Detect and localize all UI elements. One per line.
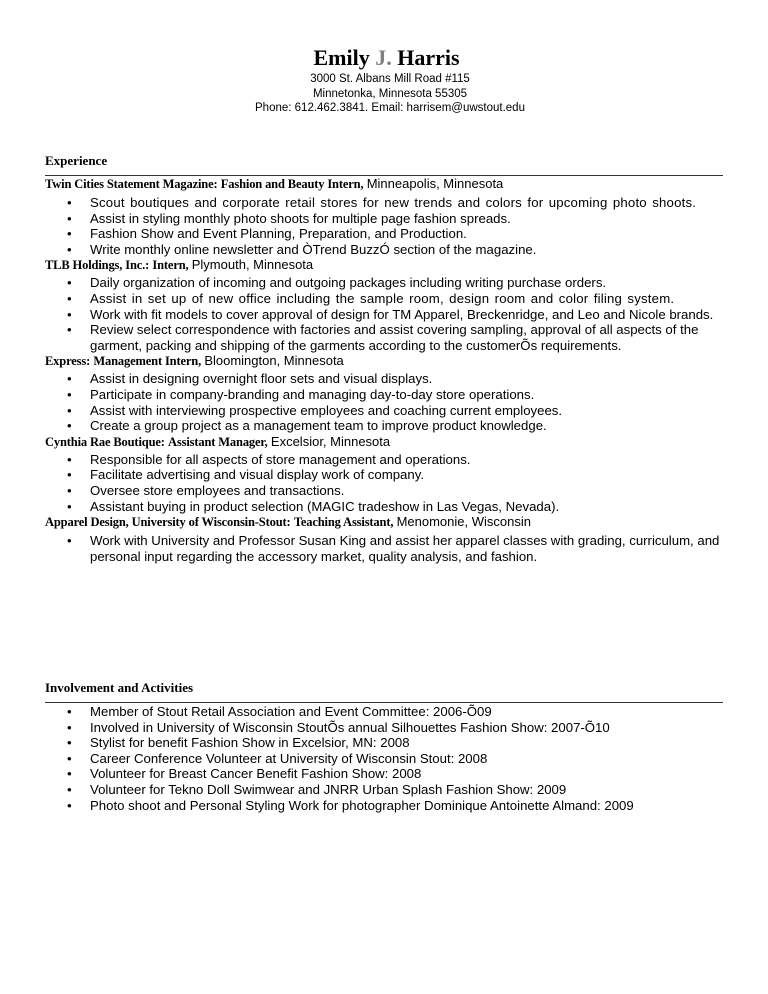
first-name: Emily [313, 45, 370, 70]
job-organization: Express: [45, 354, 91, 369]
list-item [45, 275, 723, 291]
bullet-icon: • [67, 322, 72, 338]
job-entry [45, 176, 723, 257]
bullet-icon: • [67, 402, 72, 418]
list-item [45, 322, 723, 353]
job-location: Plymouth, Minnesota [191, 257, 314, 273]
bullet-icon: • [67, 735, 72, 751]
address-line-1: 3000 St. Albans Mill Road #115 [310, 73, 470, 85]
list-item [45, 387, 723, 403]
bullet-text: Participate in company-branding and managing day-to-day store operations. [90, 386, 535, 402]
job-entry [45, 353, 723, 433]
list-item [45, 307, 723, 323]
bullet-icon: • [67, 766, 72, 782]
list-item [45, 766, 723, 782]
bullet-text: Involved in University of Wisconsin StoutÕs annual Silhouettes Fashion Show: 2007-Õ10 [90, 719, 610, 735]
list-item [45, 211, 723, 227]
section-divider [45, 702, 723, 703]
list-item [45, 452, 723, 468]
bullet-text: Assist in set up of new office including the sample room, design room and color filing system. [90, 290, 675, 306]
job-entry [45, 514, 723, 564]
bullet-icon: • [67, 750, 72, 766]
job-heading [45, 514, 723, 530]
list-item [45, 533, 723, 564]
job-bullets [45, 275, 723, 353]
bullet-icon: • [67, 781, 72, 797]
list-item [45, 291, 723, 307]
bullet-icon: • [67, 719, 72, 735]
job-role: Management Intern, [93, 354, 202, 369]
bullet-text: Daily organization of incoming and outgoing packages including writing purchase orders. [90, 275, 607, 291]
job-heading [45, 257, 723, 273]
job-bullets [45, 452, 723, 514]
last-name: Harris [397, 45, 460, 70]
job-entry [45, 257, 723, 353]
bullet-icon: • [67, 467, 72, 483]
list-item [45, 467, 723, 483]
bullet-text: Assistant buying in product selection (MAGIC tradeshow in Las Vegas, Nevada). [90, 498, 560, 514]
job-organization: Cynthia Rae Boutique: [45, 434, 165, 449]
list-item [45, 704, 723, 720]
bullet-icon: • [67, 482, 72, 498]
job-entry [45, 434, 723, 514]
list-item [45, 226, 723, 242]
bullet-text: Volunteer for Tekno Doll Swimwear and JNRR Urban Splash Fashion Show: 2009 [90, 781, 567, 797]
bullet-text: Responsible for all aspects of store management and operations. [90, 451, 471, 467]
job-organization: TLB Holdings, Inc.: [45, 258, 150, 273]
address-line-2: Minnetonka, Minnesota 55305 [312, 87, 468, 100]
contact-block [12, 72, 768, 116]
list-item [45, 499, 723, 515]
job-location: Minneapolis, Minnesota [366, 176, 504, 191]
bullet-icon: • [67, 195, 72, 210]
job-role: Teaching Assistant, [293, 515, 394, 530]
bullet-icon: • [67, 226, 72, 242]
bullet-text: Stylist for benefit Fashion Show in Excelsior, MN: 2008 [90, 735, 410, 751]
list-item [45, 735, 723, 751]
job-role: Fashion and Beauty Intern, [220, 177, 364, 191]
job-heading [45, 353, 723, 369]
bullet-icon: • [67, 386, 72, 402]
list-item [45, 371, 723, 387]
middle-initial: J. [375, 45, 392, 70]
list-item [45, 195, 723, 211]
experience-section [45, 153, 723, 564]
bullet-icon: • [67, 498, 72, 514]
bullet-text: Work with University and Professor Susan King and assist her apparel classes with grading, curriculum, and personal input regarding the accessory market, quality analysis, and fashion. [90, 533, 720, 564]
bullet-text: Write monthly online newsletter and ÒTrend BuzzÓ section of the magazine. [90, 241, 537, 257]
bullet-text: Facilitate advertising and visual display work of company. [90, 467, 424, 483]
list-item [45, 403, 723, 419]
list-item [45, 418, 723, 434]
job-role: Assistant Manager, [168, 434, 268, 449]
bullet-icon: • [67, 533, 72, 549]
list-item [45, 720, 723, 736]
bullet-text: Member of Stout Retail Association and Event Committee: 2006-Õ09 [90, 704, 492, 719]
phone-email-line: Phone: 612.462.3841. Email: harrisem@uwstout.edu [255, 102, 525, 114]
bullet-text: Volunteer for Breast Cancer Benefit Fashion Show: 2008 [90, 766, 422, 782]
job-bullets [45, 533, 723, 564]
bullet-text: Photo shoot and Personal Styling Work for photographer Dominique Antoinette Almand: 2009 [90, 797, 634, 813]
bullet-text: Review select correspondence with factories and assist covering sampling, approval of all aspects of the garment, packing and shipping of the garments according to the customerÕs requirements. [90, 322, 699, 353]
bullet-text: Scout boutiques and corporate retail stores for new trends and colors for upcoming photo shoots. [90, 195, 697, 210]
bullet-icon: • [67, 704, 72, 719]
candidate-name [5, 44, 768, 72]
bullet-icon: • [67, 306, 72, 322]
job-location: Menomonie, Wisconsin [396, 514, 531, 530]
list-item [45, 242, 723, 258]
bullet-text: Assist in designing overnight floor sets and visual displays. [90, 371, 433, 387]
bullet-text: Fashion Show and Event Planning, Preparation, and Production. [90, 226, 467, 242]
involvement-section [45, 680, 723, 813]
section-title-experience: Experience [45, 153, 108, 168]
bullet-icon: • [67, 371, 72, 387]
job-location: Bloomington, Minnesota [204, 353, 344, 369]
job-organization: Apparel Design, University of Wisconsin-Stout: [45, 515, 291, 530]
list-item [45, 483, 723, 499]
bullet-text: Oversee store employees and transactions. [90, 482, 345, 498]
bullet-icon: • [67, 241, 72, 257]
job-bullets [45, 371, 723, 433]
list-item [45, 782, 723, 798]
job-bullets [45, 195, 723, 257]
bullet-icon: • [67, 418, 72, 434]
section-title-involvement: Involvement and Activities [45, 680, 194, 695]
resume-header [0, 44, 768, 116]
bullet-icon: • [67, 290, 72, 306]
bullet-icon: • [67, 275, 72, 291]
list-item [45, 751, 723, 767]
job-heading [45, 176, 723, 192]
bullet-text: Create a group project as a management team to improve product knowledge. [90, 418, 547, 434]
bullet-icon: • [67, 451, 72, 467]
bullet-text: Assist with interviewing prospective employees and coaching current employees. [90, 402, 563, 418]
job-heading [45, 434, 723, 450]
bullet-text: Work with fit models to cover approval of design for TM Apparel, Breckenridge, and Leo and Nicole brands. [90, 306, 714, 322]
bullet-text: Career Conference Volunteer at University of Wisconsin Stout: 2008 [90, 750, 488, 766]
job-role: Intern, [152, 258, 189, 273]
job-location: Excelsior, Minnesota [270, 433, 391, 449]
bullet-icon: • [67, 797, 72, 813]
bullet-text: Assist in styling monthly photo shoots for multiple page fashion spreads. [90, 210, 511, 226]
involvement-bullets [45, 704, 723, 813]
bullet-icon: • [67, 210, 72, 226]
list-item [45, 798, 723, 814]
job-organization: Twin Cities Statement Magazine: [45, 177, 218, 191]
